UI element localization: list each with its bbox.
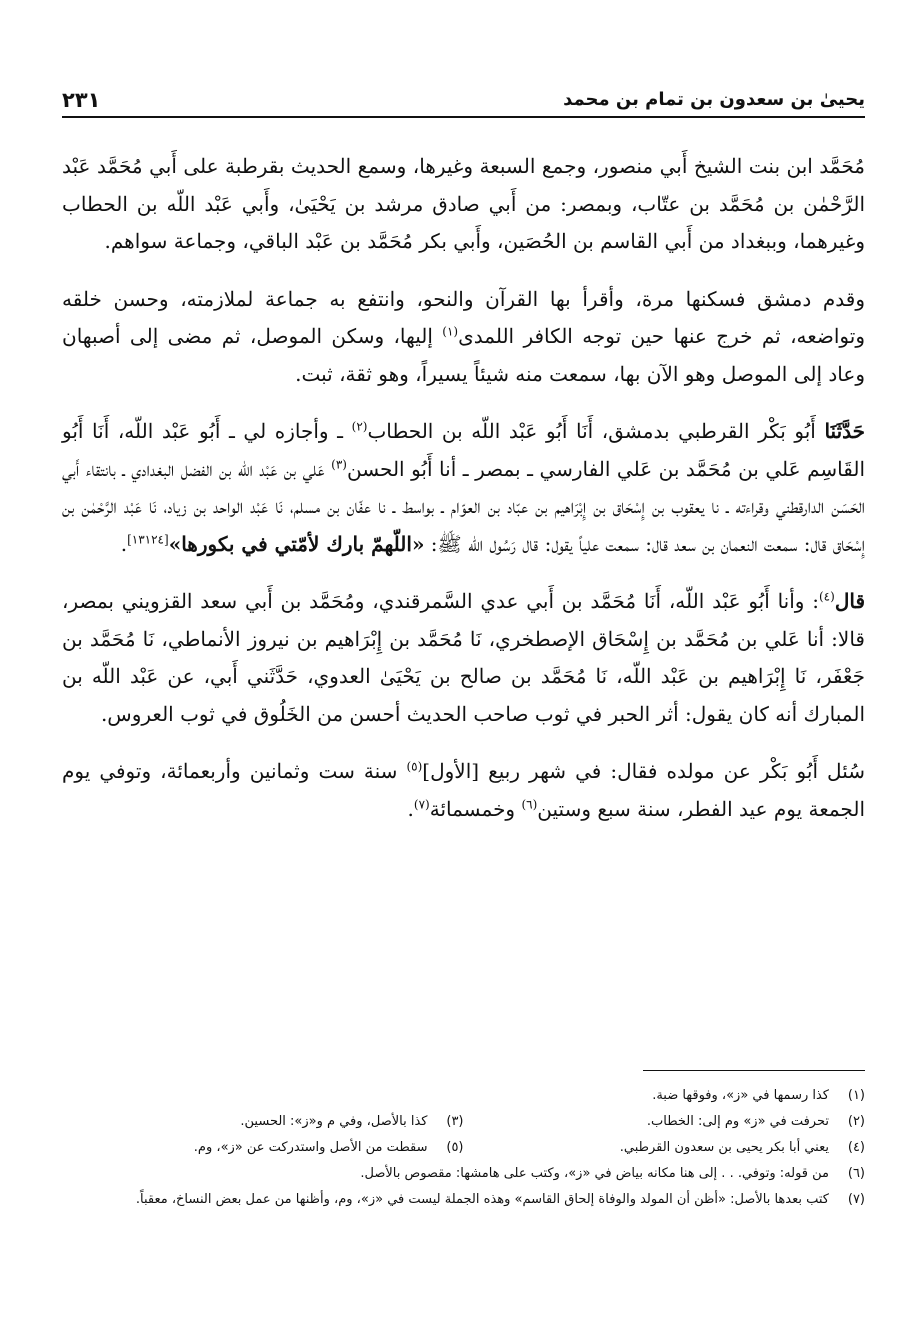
paragraph-5 — [62, 753, 865, 828]
footnote-marker[interactable]: (٥) — [406, 759, 423, 774]
footnote-text: تحرفت في «ز» وم إلى: الخطاب. — [646, 1114, 829, 1129]
paragraph-3 — [62, 413, 865, 563]
footnote-marker[interactable]: (٧) — [413, 796, 430, 811]
main-text — [62, 148, 865, 848]
paragraph-text: أَبُو بَكْر القرطبي بدمشق، أَنَا أَبُو عَبْد اللّه بن الحطاب — [367, 419, 825, 443]
footnote-marker[interactable]: (١) — [442, 324, 459, 339]
paragraph-text: وقدم دمشق فسكنها مرة، وأقرأ بها القرآن والنحو، وانتفع به جماعة لملازمته، وحسن خلقه وتواضعه، ثم خرج عنها حين توجه الكافر اللمدى — [62, 286, 865, 348]
footnote-3 — [62, 1109, 464, 1135]
running-title: يحيىٰ بن سعدون بن تمام بن محمد — [563, 89, 865, 110]
footnote-number: (٥) — [446, 1140, 464, 1155]
footnote-text: سقطت من الأصل واستدركت عن «ز»، وم. — [193, 1140, 428, 1155]
footnote-text: كذا رسمها في «ز»، وفوقها ضبة. — [652, 1088, 829, 1103]
footnote-7 — [62, 1187, 865, 1213]
footnote-number: (٧) — [847, 1192, 865, 1207]
hadith-text: «اللّهمّ بارك لأمّتي في بكورها» — [168, 531, 425, 556]
paragraph-text: سُئل أَبُو بَكْر عن مولده فقال: في شهر ربيع [الأول] — [422, 759, 865, 783]
footnote-marker[interactable]: (٢) — [351, 419, 368, 434]
footnote-marker[interactable]: (٣) — [331, 456, 347, 471]
paragraph-1 — [62, 148, 865, 261]
paragraph-text: عَلي بن عَبْد اللّه بن الفضل البغدادي ـ بانتقاء أَبي الحَسَن الدارقطني وقراءته ـ نا يعقوب بن إِسْحَاق بن إِبْرَاهيم بن عبّاد بن العوّام ـ بواسط ـ نا عفّان بن مسلم، نَا عَبْد الواحد بن زياد، نَا عَبْد الرَّحْمٰن بن إِسْحَاق قال: سمعت النعمان بن سعد قال: سمعت علياً يقول: قال رَسُول اللّه ﷺ: — [62, 456, 865, 556]
paragraph-text: سنة ست وثمانين وأربعمائة، وتوفي يوم الجمعة يوم عيد الفطر، سنة سبع وستين — [62, 759, 865, 821]
paragraph-2 — [62, 281, 865, 394]
paragraph-text: ـ وأجازه لي ـ أَبُو عَبْد اللّه، أَنَا أَبُو القَاسِم عَلي بن مُحَمَّد بن عَلي الفارسي ـ بمصر ـ أنا أَبُو الحسن — [62, 419, 866, 481]
paragraph-text: وخمسمائة — [429, 796, 522, 821]
footnote-row — [62, 1135, 865, 1161]
footnote-number: (١) — [847, 1088, 865, 1103]
footnote-marker[interactable]: (٤) — [818, 589, 835, 604]
footnote-row — [62, 1161, 865, 1187]
paragraph-text: : وأنا أَبُو عَبْد اللّه، أَنَا مُحَمَّد بن أَبي عدي السَّمرقندي، ومُحَمَّد بن أَبي سعد القزويني بمصر، قالا: أنا عَلي بن مُحَمَّد بن إِسْحَاق الإصطخري، نَا مُحَمَّد بن إِبْرَاهيم بن نيروز الأنماطي، نَا مُحَمَّد بن جَعْفَر، نَا إِبْرَاهيم بن عَبْد اللّه، نَا مُحَمَّد بن صالح بن يَحْيَىٰ العدوي، حَدَّثَني أَبي، عن عَبْد اللّه بن المبارك أنه كان يقول: أثر الحبر في ثوب صاحب الحديث أحسن من الخَلُوق في ثوب العروس. — [62, 589, 865, 726]
footnote-text: كذا بالأصل، وفي م و«ز»: الحسين. — [240, 1114, 428, 1129]
footnote-divider — [643, 1070, 865, 1071]
page-number: ٢٣١ — [62, 88, 101, 112]
footnote-marker[interactable]: (٦) — [521, 796, 538, 811]
hadith-reference-number: [١٣١٢٤] — [127, 531, 169, 546]
paragraph-end: . — [120, 531, 128, 556]
paragraph-text: إليها، وسكن الموصل، ثم مضى إلى أصبهان وعاد إلى الموصل وهو الآن بها، سمعت منه شيئاً يسيراً، وهو ثقة، ثبت. — [62, 324, 865, 386]
footnote-number: (٣) — [446, 1114, 464, 1129]
footnote-number: (٢) — [847, 1114, 865, 1129]
paragraph-text: مُحَمَّد ابن بنت الشيخ أَبي منصور، وجمع السبعة وغيرها، وسمع الحديث بقرطبة على أَبي مُحَمَّد عَبْد الرَّحْمٰن بن مُحَمَّد بن عتّاب، وبمصر: من أَبي صادق مرشد بن يَحْيَىٰ، وأَبي عَبْد اللّه بن الحطاب وغيرهما، وببغداد من أَبي القاسم بن الحُصَين، وأَبي بكر مُحَمَّد بن عَبْد الباقي، وجماعة سواهم. — [62, 154, 865, 253]
paragraph-end: . — [407, 796, 414, 821]
footnote-number: (٤) — [847, 1140, 865, 1155]
footnote-4 — [464, 1135, 866, 1161]
footnote-5 — [62, 1135, 464, 1161]
footnote-text: من قوله: وتوفي. . . إلى هنا مكانه بياض في «ز»، وكتب على هامشها: مقصوص بالأصل. — [360, 1166, 829, 1181]
footnote-number: (٦) — [847, 1166, 865, 1181]
footnotes-section — [62, 1083, 865, 1213]
isnad-lead-word: قال — [834, 589, 865, 613]
footnote-row — [62, 1109, 865, 1135]
footnote-6 — [62, 1161, 865, 1187]
footnote-text: يعني أبا بكر يحيى بن سعدون القرطبي. — [619, 1140, 829, 1155]
footnote-1 — [62, 1083, 865, 1109]
footnote-row — [62, 1187, 865, 1213]
footnote-row — [62, 1083, 865, 1109]
footnote-text: كتب بعدها بالأصل: «أظن أن المولد والوفاة إلحاق القاسم» وهذه الجملة ليست في «ز»، وم، وأظنها من عمل بعض النساخ، معقباً. — [135, 1192, 829, 1207]
footnote-2 — [464, 1109, 866, 1135]
isnad-lead-word: حَدَّثَنَا — [824, 419, 865, 443]
page-header — [62, 78, 865, 118]
paragraph-4 — [62, 583, 865, 733]
